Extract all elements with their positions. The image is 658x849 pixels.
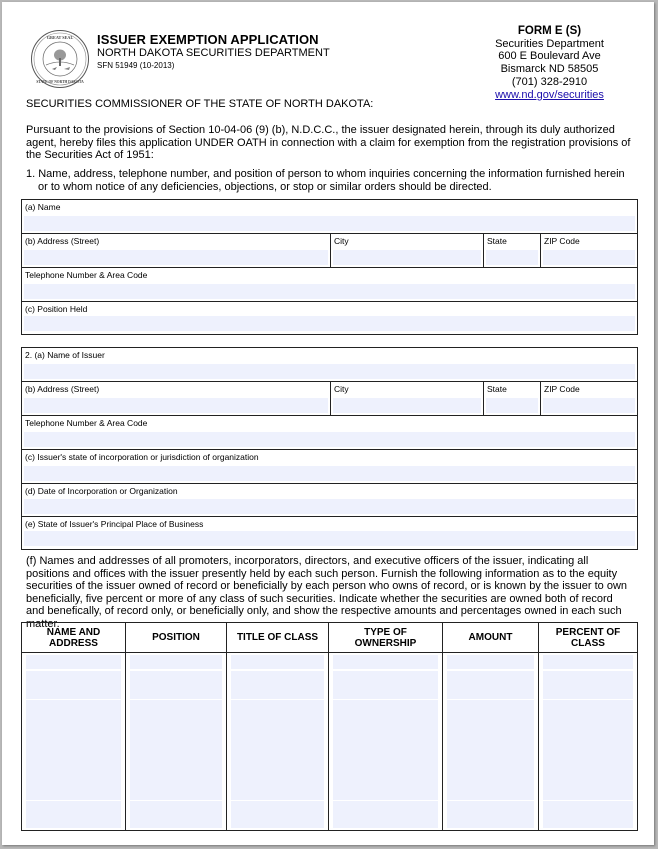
- row-issuer-name: [22, 348, 637, 382]
- table-cell[interactable]: [130, 700, 222, 800]
- principal-place-input[interactable]: [24, 531, 635, 546]
- column-name-address: [22, 623, 126, 830]
- incorporation-state-input[interactable]: [24, 466, 635, 481]
- row-incorporation-date: [22, 484, 637, 517]
- form-title: ISSUER EXEMPTION APPLICATION: [97, 32, 319, 47]
- column-header: TITLE OF CLASS: [227, 623, 328, 653]
- issuer-phone-label: Telephone Number & Area Code: [25, 418, 148, 428]
- table-cell[interactable]: [333, 801, 438, 828]
- svg-text:GREAT SEAL: GREAT SEAL: [46, 35, 74, 40]
- table-cell[interactable]: [231, 655, 324, 669]
- column-header: NAME AND ADDRESS: [22, 623, 125, 653]
- row-phone: [22, 268, 637, 302]
- state-seal-icon: [30, 29, 90, 89]
- issuer-state-label: State: [487, 384, 507, 394]
- row-address: [22, 234, 637, 268]
- table-cell[interactable]: [26, 655, 121, 669]
- city-label: City: [334, 236, 349, 246]
- section-2-issuer-box: [21, 347, 638, 550]
- column-header: AMOUNT: [443, 623, 538, 653]
- incorporation-date-input[interactable]: [24, 499, 635, 514]
- address-line-1: Securities Department: [495, 37, 604, 50]
- officers-instruction: (f) Names and addresses of all promoters, incorporators, directors, and executive officers of the issuer, indicating all positions and offices with the issuer presently held by each such person. Furnish the following information as to the equity securities of the issuer owned of record or beneficially by each person who owns of record, or is known by the issuer to own beneficially, five percent or more of any class of such securities. Indicate whether the securities are owned both of record and benefically, of record only, or beneficially only, and show the respective amounts and percentages owned in each such matter.: [26, 555, 628, 630]
- column-header: TYPE OF OWNERSHIP: [329, 623, 442, 653]
- table-cell[interactable]: [130, 801, 222, 828]
- zip-label: ZIP Code: [544, 236, 580, 246]
- contact-block: [472, 25, 627, 101]
- contact-name-input[interactable]: [24, 216, 635, 231]
- table-cell[interactable]: [333, 671, 438, 699]
- column-position: [126, 623, 227, 830]
- column-header: POSITION: [126, 623, 226, 653]
- table-cell[interactable]: [447, 700, 534, 800]
- contact-zip-input[interactable]: [543, 250, 635, 265]
- table-cell[interactable]: [333, 700, 438, 800]
- issuer-street-input[interactable]: [24, 398, 328, 413]
- issuer-zip-input[interactable]: [543, 398, 635, 413]
- position-label: (c) Position Held: [25, 304, 88, 314]
- incorporation-state-label: (c) Issuer's state of incorporation or jurisdiction of organization: [25, 452, 259, 462]
- row-incorporation-state: [22, 450, 637, 484]
- table-cell[interactable]: [231, 801, 324, 828]
- contact-city-input[interactable]: [333, 250, 481, 265]
- table-cell[interactable]: [447, 655, 534, 669]
- row-position: [22, 302, 637, 333]
- issuer-city-label: City: [334, 384, 349, 394]
- table-cell[interactable]: [543, 801, 633, 828]
- principal-place-label: (e) State of Issuer's Principal Place of Business: [25, 519, 204, 529]
- column-percent-of-class: [539, 623, 637, 830]
- table-cell[interactable]: [26, 801, 121, 828]
- table-cell[interactable]: [231, 700, 324, 800]
- table-cell[interactable]: [26, 700, 121, 800]
- column-title-of-class: [227, 623, 329, 830]
- address-line-3: Bismarck ND 58505: [500, 63, 599, 76]
- contact-position-input[interactable]: [24, 316, 635, 331]
- salutation: SECURITIES COMMISSIONER OF THE STATE OF NORTH DAKOTA:: [26, 98, 374, 110]
- svg-text:STATE OF NORTH DAKOTA: STATE OF NORTH DAKOTA: [36, 80, 84, 84]
- issuer-phone-input[interactable]: [24, 432, 635, 447]
- issuer-state-input[interactable]: [486, 398, 538, 413]
- table-cell[interactable]: [543, 700, 633, 800]
- issuer-street-label: (b) Address (Street): [25, 384, 100, 394]
- incorporation-date-label: (d) Date of Incorporation or Organization: [25, 486, 178, 496]
- table-cell[interactable]: [447, 801, 534, 828]
- intro-paragraph: Pursuant to the provisions of Section 10-04-06 (9) (b), N.D.C.C., the issuer designated herein, through its duly authorized agent, hereby files this application UNDER OATH in connection with a claim for exemption from the registration provisions of the Securities Act of 1951:: [26, 124, 631, 162]
- department-name: NORTH DAKOTA SECURITIES DEPARTMENT: [97, 47, 330, 59]
- state-label: State: [487, 236, 507, 246]
- row-issuer-phone: [22, 416, 637, 450]
- website-link[interactable]: www.nd.gov/securities: [495, 88, 604, 101]
- contact-street-input[interactable]: [24, 250, 328, 265]
- column-amount: [443, 623, 539, 830]
- issuer-name-input[interactable]: [24, 364, 635, 379]
- table-cell[interactable]: [231, 671, 324, 699]
- address-line-2: 600 E Boulevard Ave: [498, 50, 601, 63]
- table-cell[interactable]: [130, 655, 222, 669]
- table-cell[interactable]: [26, 671, 121, 699]
- form-page: [2, 2, 654, 845]
- contact-state-input[interactable]: [486, 250, 538, 265]
- contact-phone-input[interactable]: [24, 284, 635, 299]
- issuer-zip-label: ZIP Code: [544, 384, 580, 394]
- row-issuer-address: [22, 382, 637, 416]
- table-cell[interactable]: [130, 671, 222, 699]
- column-header: PERCENT OF CLASS: [539, 623, 637, 653]
- ownership-table: [21, 622, 638, 831]
- phone-label: Telephone Number & Area Code: [25, 270, 148, 280]
- table-cell[interactable]: [447, 671, 534, 699]
- table-cell[interactable]: [543, 655, 633, 669]
- table-cell[interactable]: [543, 671, 633, 699]
- form-number: SFN 51949 (10-2013): [97, 61, 175, 70]
- row-principal-place: [22, 517, 637, 548]
- form-id: FORM E (S): [517, 25, 582, 37]
- name-label: (a) Name: [25, 202, 61, 212]
- street-label: (b) Address (Street): [25, 236, 100, 246]
- section-1-instruction: 1. Name, address, telephone number, and position of person to whom inquiries concerning the information furnished herein or to whom notice of any deficiencies, objections, or stop or similar orders should be directed.: [26, 168, 625, 193]
- row-name: [22, 200, 637, 234]
- issuer-name-label: 2. (a) Name of Issuer: [25, 350, 105, 360]
- issuer-city-input[interactable]: [333, 398, 481, 413]
- section-1-contact-box: [21, 199, 638, 335]
- column-type-of-ownership: [329, 623, 443, 830]
- phone-number: (701) 328-2910: [511, 75, 588, 88]
- table-cell[interactable]: [333, 655, 438, 669]
